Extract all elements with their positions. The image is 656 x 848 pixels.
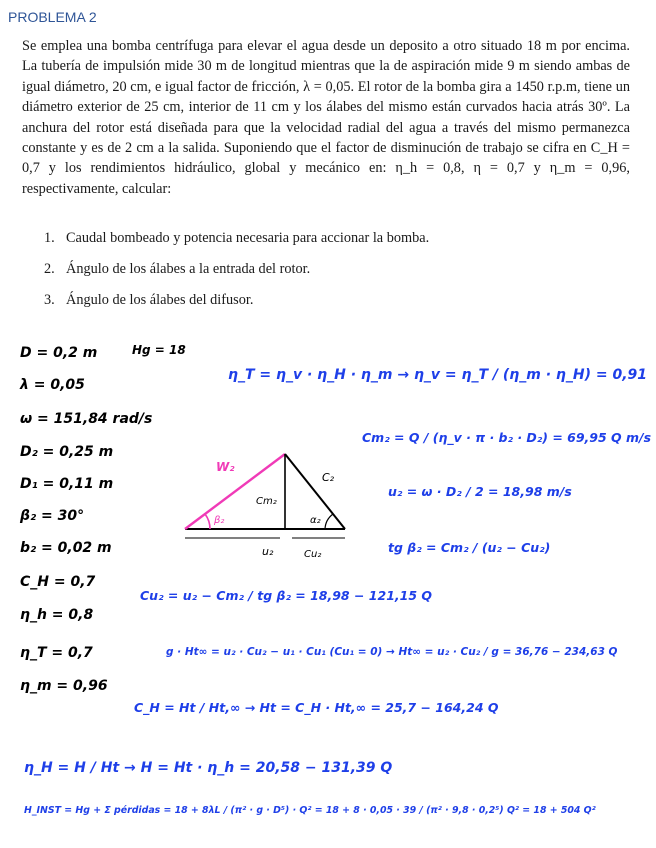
question-item — [44, 261, 429, 292]
question-item — [44, 292, 429, 323]
equation-cm2: Cm₂ = Q / (η_v · π · b₂ · D₂) = 69,95 Q m/s — [362, 430, 652, 445]
relative-velocity-vector — [185, 454, 285, 529]
data-angular-speed: ω = 151,84 rad/s — [20, 411, 153, 427]
question-text: Ángulo de los álabes del difusor. — [66, 292, 254, 308]
question-text: Caudal bombeado y potencia necesaria para accionar la bomba. — [66, 230, 430, 246]
data-friction-factor: λ = 0,05 — [20, 377, 85, 393]
data-outer-diameter: D₂ = 0,25 m — [20, 444, 114, 460]
data-hydraulic-efficiency: η_h = 0,8 — [20, 607, 94, 623]
question-number: 1. — [44, 230, 55, 246]
velocity-triangle-diagram — [180, 446, 380, 566]
data-blade-angle: β₂ = 30° — [20, 508, 85, 524]
problem-statement: Se emplea una bomba centrífuga para elevar el agua desde un deposito a otro situado 18 m por encima. La tubería de impulsión mide 30 m de longitud mientras que la de aspiración mide 9 m siendo ambas de igual diámetro, 20 cm, e igual factor de fricción, λ = 0,05. El rotor de la bomba gira a 1450 r.p.m, tiene un diámetro exterior de 25 cm, interior de 11 cm y los álabes del mismo están curvados hacia atrás 30º. La anchura del rotor está diseñada para que la velocidad radial del agua a través del mismo permanezca constante y es de 2 cm a la salida. Suponiendo que el factor de disminución de trabajo se cifra en C_H = 0,7 y los rendimientos hidráulico, global y mecánico en: η_h = 0,8, η = 0,7 y η_m = 0,96, respectivamente, calcular: — [22, 38, 630, 197]
question-number: 2. — [44, 261, 55, 277]
data-inner-diameter: D₁ = 0,11 m — [20, 476, 114, 492]
alpha-angle-arc — [325, 514, 333, 529]
equation-total-efficiency: η_T = η_v · η_H · η_m → η_v = η_T / (η_m · η_H) = 0,91 — [228, 367, 648, 383]
data-rotor-width: b₂ = 0,02 m — [20, 540, 112, 556]
problem-title: PROBLEMA 2 — [8, 9, 97, 25]
data-work-factor: C_H = 0,7 — [20, 574, 96, 590]
data-diameter: D = 0,2 m — [20, 345, 98, 361]
equation-installation-head: H_INST = Hg + Σ pérdidas = 18 + 8λL / (π² · g · D⁵) · Q² = 18 + 8 · 0,05 · 39 / (π² · 9,8 · 0,2⁵) Q² = 18 + 504 Q² — [24, 805, 596, 816]
label-cu2: Cu₂ — [304, 549, 322, 560]
data-geometric-height: Hg = 18 — [132, 343, 186, 357]
label-cm2: Cm₂ — [256, 496, 277, 507]
beta-angle-arc — [205, 514, 210, 529]
data-global-efficiency: η_T = 0,7 — [20, 645, 93, 661]
equation-work-factor: C_H = Ht / Ht,∞ → Ht = C_H · Ht,∞ = 25,7 − 164,24 Q — [134, 700, 499, 715]
label-u2: u₂ — [262, 545, 274, 558]
data-mechanical-efficiency: η_m = 0,96 — [20, 678, 108, 694]
question-number: 3. — [44, 292, 55, 308]
label-beta2: β₂ — [214, 515, 225, 526]
equation-u2: u₂ = ω · D₂ / 2 = 18,98 m/s — [388, 484, 572, 499]
label-alpha2: α₂ — [310, 515, 321, 526]
equation-tg-beta2: tg β₂ = Cm₂ / (u₂ − Cu₂) — [388, 540, 551, 555]
label-c2: C₂ — [322, 471, 335, 484]
equation-euler: g · Ht∞ = u₂ · Cu₂ − u₁ · Cu₁ (Cu₁ = 0) → Ht∞ = u₂ · Cu₂ / g = 36,76 − 234,63 Q — [166, 646, 618, 658]
question-list — [44, 230, 429, 323]
equation-hydraulic-efficiency: η_H = H / Ht → H = Ht · η_h = 20,58 − 131,39 Q — [24, 760, 393, 776]
question-item — [44, 230, 429, 261]
label-w2: W₂ — [216, 460, 235, 474]
question-text: Ángulo de los álabes a la entrada del rotor. — [66, 261, 311, 277]
equation-cu2: Cu₂ = u₂ − Cm₂ / tg β₂ = 18,98 − 121,15 Q — [140, 588, 433, 603]
